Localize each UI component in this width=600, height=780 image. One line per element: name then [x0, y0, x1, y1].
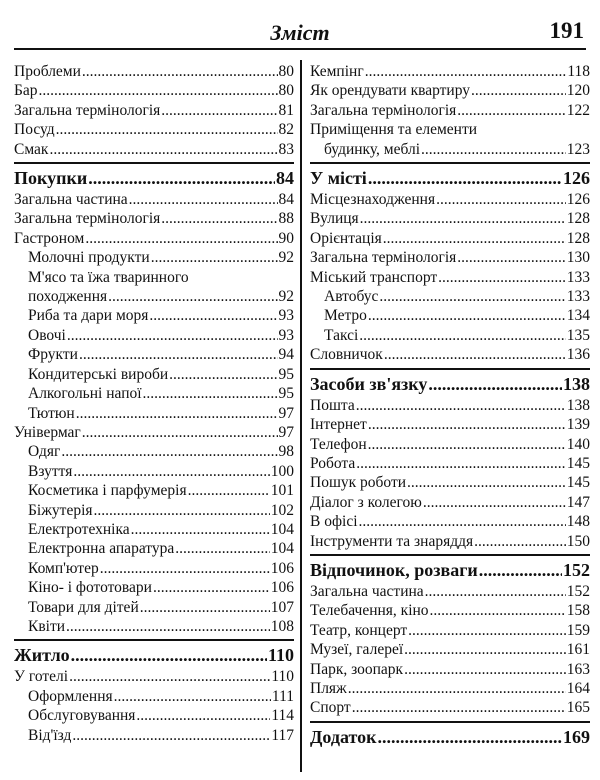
toc-entry	[14, 384, 294, 403]
toc-entry-title: Телефон	[310, 435, 367, 453]
toc-entry-title: Вулиця	[310, 210, 359, 228]
toc-entry	[14, 190, 294, 209]
toc-dot-leader	[368, 435, 566, 454]
toc-dot-leader	[384, 345, 566, 364]
toc-entry-page: 126	[566, 191, 590, 209]
toc-entry-title: Від'їзд	[28, 726, 72, 744]
toc-entry	[310, 287, 590, 306]
toc-dot-leader	[39, 81, 278, 100]
toc-dot-leader	[49, 140, 277, 159]
toc-entry-page: 148	[566, 513, 590, 531]
toc-dot-leader	[377, 725, 562, 749]
toc-entry-page: 93	[278, 307, 294, 325]
toc-entry-page: 108	[270, 617, 294, 635]
toc-entry	[14, 423, 294, 442]
toc-dot-leader	[66, 617, 270, 636]
toc-entry-title: Кондитерські вироби	[28, 365, 169, 383]
toc-dot-leader	[136, 706, 270, 725]
toc-entry	[310, 62, 590, 81]
toc-entry-page: 133	[566, 268, 590, 286]
toc-entry-title: Риба та дари моря	[28, 307, 149, 325]
toc-entry-title: Тютюн	[28, 404, 75, 422]
toc-dot-leader	[474, 532, 566, 551]
toc-entry-page: 107	[270, 598, 294, 616]
toc-entry	[310, 81, 590, 100]
toc-dot-leader	[73, 462, 269, 481]
toc-dot-leader	[131, 520, 270, 539]
toc-entry-title: В офісі	[310, 513, 358, 531]
toc-entry-title: Діалог з колегою	[310, 493, 422, 511]
toc-entry-page: 122	[566, 101, 590, 119]
toc-entry-title: Універмаг	[14, 423, 81, 441]
page-title: Зміст	[270, 20, 330, 45]
toc-dot-leader	[356, 454, 565, 473]
toc-entry-page: 165	[566, 699, 590, 717]
toc-right-column	[310, 62, 590, 749]
toc-left-column	[14, 62, 294, 745]
toc-entry-page: 164	[566, 679, 590, 697]
page-number: 191	[549, 18, 584, 43]
toc-entry-title: Загальна термінологія	[14, 101, 161, 119]
toc-entry	[14, 306, 294, 325]
toc-entry	[310, 345, 590, 364]
toc-entry-page: 120	[566, 82, 590, 100]
toc-entry-page: 161	[566, 641, 590, 659]
toc-entry	[310, 601, 590, 620]
toc-dot-leader	[67, 326, 278, 345]
toc-entry-title: Гастроном	[14, 229, 85, 247]
toc-entry-page: 80	[278, 63, 294, 80]
toc-entry	[14, 404, 294, 423]
toc-dot-leader	[153, 578, 270, 597]
toc-entry	[14, 81, 294, 100]
toc-dot-leader	[457, 101, 565, 120]
toc-entry-page: 84	[276, 168, 294, 189]
toc-entry-title: Кемпінг	[310, 63, 364, 80]
toc-entry-page: 82	[278, 121, 294, 139]
toc-entry-page: 126	[563, 168, 590, 189]
toc-dot-leader	[368, 306, 566, 325]
toc-dot-leader	[82, 423, 278, 442]
toc-entry-title: Одяг	[28, 443, 61, 461]
toc-entry	[14, 617, 294, 636]
toc-entry-page: 104	[270, 540, 294, 558]
toc-entry-page: 138	[566, 396, 590, 414]
toc-dot-leader	[428, 372, 562, 396]
toc-dot-leader	[149, 306, 277, 325]
toc-entry-title: Косметика і парфумерія	[28, 482, 187, 500]
toc-dot-leader	[140, 598, 270, 617]
toc-entry-page: 138	[563, 373, 590, 394]
toc-entry-title-line1: Приміщення та елементи	[310, 121, 478, 139]
toc-entry-title: Як орендувати квартиру	[310, 82, 471, 100]
toc-entry-title: Інструменти та знаряддя	[310, 532, 474, 550]
toc-entry	[14, 578, 294, 597]
toc-entry-title: Комп'ютер	[28, 559, 99, 577]
toc-entry-title: Загальна частина	[310, 582, 424, 600]
toc-entry-page: 163	[566, 660, 590, 678]
toc-entry-title: Кіно- і фототовари	[28, 579, 152, 597]
toc-entry-page: 98	[278, 443, 294, 461]
toc-entry	[14, 345, 294, 364]
toc-entry-title: Загальна термінологія	[310, 249, 457, 267]
toc-entry-page: 130	[566, 249, 590, 267]
toc-dot-leader	[129, 190, 278, 209]
toc-entry-title: Загальна термінологія	[14, 210, 161, 228]
toc-dot-leader	[359, 326, 565, 345]
toc-entry-title-line1: М'ясо та їжа тваринного	[28, 268, 189, 286]
toc-dot-leader	[169, 365, 277, 384]
toc-entry-title: Електронна апаратура	[28, 540, 175, 558]
toc-entry-page: 80	[278, 82, 294, 100]
toc-entry-page: 94	[278, 346, 294, 364]
toc-dot-leader	[365, 62, 567, 81]
toc-entry	[310, 640, 590, 659]
toc-dot-leader	[114, 687, 271, 706]
toc-entry	[14, 726, 294, 745]
toc-dot-leader	[356, 396, 566, 415]
toc-entry	[310, 582, 590, 601]
toc-entry	[310, 248, 590, 267]
toc-entry-page: 97	[278, 404, 294, 422]
toc-dot-leader	[379, 287, 565, 306]
toc-dot-leader	[161, 209, 277, 228]
toc-section-heading	[14, 639, 294, 667]
toc-entry	[310, 454, 590, 473]
toc-dot-leader	[408, 621, 566, 640]
toc-entry	[14, 598, 294, 617]
toc-entry-page: 101	[270, 482, 294, 500]
toc-entry-page: 84	[278, 191, 294, 209]
toc-entry	[310, 326, 590, 345]
toc-entry-page: 95	[278, 385, 294, 403]
toc-entry-page: 150	[566, 532, 590, 550]
toc-entry-title: Оформлення	[28, 687, 113, 705]
toc-entry-title: Робота	[310, 454, 356, 472]
toc-entry	[14, 539, 294, 558]
toc-entry-page: 117	[271, 726, 294, 744]
toc-dot-leader	[100, 559, 270, 578]
toc-dot-leader	[359, 512, 566, 531]
toc-entry-title: Додаток	[310, 726, 377, 747]
toc-dot-leader	[360, 209, 566, 228]
toc-entry	[14, 140, 294, 159]
toc-dot-leader	[175, 539, 270, 558]
toc-entry-title: Інтернет	[310, 416, 367, 434]
toc-entry-page: 139	[566, 416, 590, 434]
toc-entry-title: Алкогольні напої	[28, 385, 142, 403]
toc-entry-page: 92	[278, 288, 294, 306]
toc-dot-leader	[151, 248, 278, 267]
toc-entry-page: 123	[566, 140, 590, 158]
toc-entry-title: походження	[28, 288, 108, 306]
toc-entry-page: 97	[278, 423, 294, 441]
toc-entry-title: Телебачення, кіно	[310, 602, 429, 620]
toc-dot-leader	[471, 81, 566, 100]
toc-entry	[14, 706, 294, 725]
toc-dot-leader	[479, 558, 562, 582]
toc-entry	[14, 442, 294, 461]
toc-dot-leader	[71, 643, 267, 667]
toc-entry-page: 106	[270, 559, 294, 577]
toc-entry-page: 152	[566, 582, 590, 600]
toc-dot-leader	[348, 679, 566, 698]
toc-entry	[310, 493, 590, 512]
toc-entry-title: Проблеми	[14, 63, 81, 80]
toc-entry	[14, 326, 294, 345]
toc-entry-page: 110	[271, 668, 294, 686]
toc-entry-title: Таксі	[324, 326, 359, 344]
toc-entry	[14, 101, 294, 120]
toc-dot-leader	[438, 268, 566, 287]
toc-entry-page: 102	[270, 501, 294, 519]
toc-dot-leader	[82, 62, 278, 81]
toc-entry-title: Квіти	[28, 617, 66, 635]
toc-entry	[310, 532, 590, 551]
toc-dot-leader	[430, 601, 566, 620]
toc-entry-title: Взуття	[28, 462, 73, 480]
toc-section-heading	[310, 721, 590, 749]
toc-entry-page: 83	[278, 140, 294, 158]
toc-entry-page: 145	[566, 454, 590, 472]
page-header	[14, 14, 586, 50]
toc-entry-title: Покупки	[14, 168, 88, 189]
toc-entry-page: 81	[278, 101, 294, 119]
toc-entry	[310, 512, 590, 531]
toc-entry-page: 88	[278, 210, 294, 228]
toc-entry-title: Пляж	[310, 679, 347, 697]
toc-entry	[310, 209, 590, 228]
toc-dot-leader	[404, 640, 566, 659]
toc-entry	[310, 473, 590, 492]
toc-entry-page: 100	[270, 462, 294, 480]
toc-entry-page: 147	[566, 493, 590, 511]
toc-entry	[310, 698, 590, 717]
toc-dot-leader	[404, 660, 566, 679]
toc-dot-leader	[368, 166, 562, 190]
toc-entry-title: Загальна частина	[14, 191, 128, 209]
toc-entry-page: 93	[278, 326, 294, 344]
toc-entry	[14, 687, 294, 706]
toc-entry	[14, 559, 294, 578]
toc-entry	[14, 120, 294, 139]
toc-entry-page: 158	[566, 602, 590, 620]
toc-section-heading	[310, 162, 590, 190]
toc-entry-title: Пошта	[310, 396, 355, 414]
toc-entry-page: 159	[566, 621, 590, 639]
toc-dot-leader	[457, 248, 565, 267]
toc-entry	[310, 229, 590, 248]
toc-entry-title: Посуд	[14, 121, 55, 139]
toc-entry	[310, 621, 590, 640]
toc-entry-page: 133	[566, 288, 590, 306]
toc-entry	[310, 120, 590, 159]
toc-dot-leader	[425, 582, 566, 601]
toc-dot-leader	[88, 166, 275, 190]
toc-dot-leader	[69, 667, 270, 686]
toc-dot-leader	[94, 501, 270, 520]
toc-entry	[14, 667, 294, 686]
toc-entry-page: 140	[566, 435, 590, 453]
toc-section-heading	[310, 554, 590, 582]
toc-dot-leader	[76, 404, 278, 423]
toc-entry-page: 114	[271, 707, 294, 725]
toc-entry-page: 95	[278, 365, 294, 383]
toc-entry	[310, 101, 590, 120]
toc-section-heading	[310, 368, 590, 396]
toc-entry-page: 92	[278, 249, 294, 267]
toc-entry	[14, 248, 294, 267]
toc-entry	[310, 396, 590, 415]
toc-entry	[310, 415, 590, 434]
toc-dot-leader	[368, 415, 566, 434]
toc-entry	[14, 520, 294, 539]
toc-section-heading	[14, 162, 294, 190]
toc-entry-title: Музеї, галереї	[310, 641, 404, 659]
toc-dot-leader	[72, 726, 270, 745]
toc-entry	[14, 481, 294, 500]
toc-entry	[14, 365, 294, 384]
toc-entry-title: Овочі	[28, 326, 66, 344]
toc-entry-page: 106	[270, 579, 294, 597]
toc-entry-page: 152	[563, 559, 590, 580]
toc-entry-title: Міський транспорт	[310, 268, 438, 286]
toc-dot-leader	[61, 442, 277, 461]
toc-dot-leader	[383, 229, 566, 248]
toc-entry-page: 169	[563, 726, 590, 747]
toc-entry-title: Обслуговування	[28, 707, 136, 725]
toc-entry	[310, 306, 590, 325]
toc-dot-leader	[423, 493, 566, 512]
toc-dot-leader	[407, 473, 566, 492]
toc-entry	[14, 62, 294, 81]
toc-dot-leader	[161, 101, 277, 120]
toc-dot-leader	[436, 190, 566, 209]
column-divider	[300, 60, 302, 772]
toc-entry-page: 145	[566, 474, 590, 492]
toc-entry-title: Засоби зв'язку	[310, 373, 428, 394]
toc-entry	[310, 268, 590, 287]
toc-entry-title: Пошук роботи	[310, 474, 407, 492]
toc-entry-page: 110	[267, 645, 294, 666]
toc-entry-page: 128	[566, 210, 590, 228]
toc-entry-title: У готелі	[14, 668, 69, 686]
toc-entry-title: Молочні продукти	[28, 249, 150, 267]
toc-entry	[14, 462, 294, 481]
toc-entry-title: Смак	[14, 140, 49, 158]
toc-entry-title: Електротехніка	[28, 520, 130, 538]
toc-entry-title: У місті	[310, 168, 367, 189]
toc-entry-title: Орієнтація	[310, 229, 382, 247]
toc-entry-page: 128	[566, 229, 590, 247]
toc-entry-page: 118	[567, 63, 590, 80]
toc-entry-line2	[28, 287, 294, 306]
toc-entry-title: Бар	[14, 82, 38, 100]
toc-entry-title: Товари для дітей	[28, 598, 139, 616]
toc-entry	[310, 660, 590, 679]
toc-entry-page: 104	[270, 520, 294, 538]
toc-entry	[14, 501, 294, 520]
toc-entry-title: Парк, зоопарк	[310, 660, 404, 678]
toc-entry	[14, 268, 294, 307]
toc-dot-leader	[352, 698, 566, 717]
toc-entry-title: Відпочинок, розваги	[310, 559, 478, 580]
toc-dot-leader	[421, 140, 566, 159]
toc-entry-title: Автобус	[324, 288, 379, 306]
toc-entry	[14, 209, 294, 228]
toc-entry-page: 135	[566, 326, 590, 344]
toc-dot-leader	[85, 229, 277, 248]
toc-dot-leader	[79, 345, 278, 364]
toc-dot-leader	[108, 287, 277, 306]
toc-entry-title: Загальна термінологія	[310, 101, 457, 119]
toc-entry-title: Театр, концерт	[310, 621, 408, 639]
toc-entry-title: Житло	[14, 645, 70, 666]
toc-dot-leader	[143, 384, 278, 403]
toc-entry-title: Спорт	[310, 699, 351, 717]
toc-entry	[310, 190, 590, 209]
toc-entry-page: 111	[271, 687, 294, 705]
toc-entry-title: Фрукти	[28, 346, 78, 364]
toc-entry-title: Метро	[324, 307, 367, 325]
toc-entry-title: будинку, меблі	[324, 140, 421, 158]
toc-entry	[310, 679, 590, 698]
toc-entry	[14, 229, 294, 248]
toc-entry-page: 90	[278, 229, 294, 247]
toc-entry-title: Біжутерія	[28, 501, 93, 519]
toc-entry-title: Словничок	[310, 346, 383, 364]
toc-dot-leader	[188, 481, 270, 500]
toc-entry	[310, 435, 590, 454]
toc-entry-title: Місцезнаходження	[310, 191, 436, 209]
toc-dot-leader	[56, 120, 278, 139]
toc-entry-line2	[310, 140, 590, 159]
toc-entry-page: 136	[566, 346, 590, 364]
toc-entry-page: 134	[566, 307, 590, 325]
